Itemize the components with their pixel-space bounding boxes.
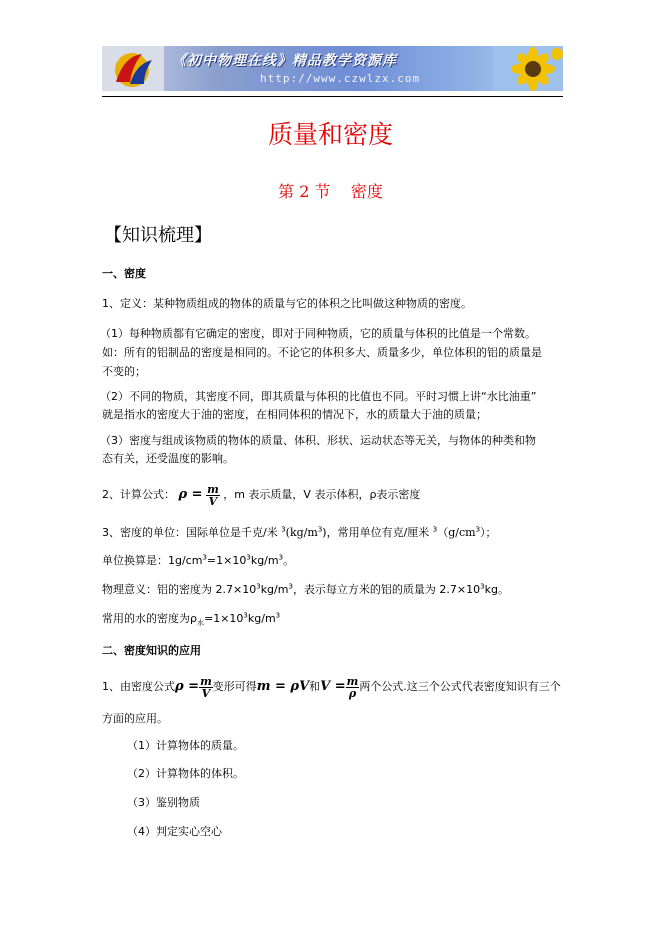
units-text: (kg/m xyxy=(285,526,318,539)
meaning-text: ，表示每立方米的铝的质量为 2.7×10 xyxy=(292,583,481,596)
units-sup: 3 xyxy=(317,525,323,534)
units-line xyxy=(102,523,497,542)
units-sup: 3 xyxy=(281,525,286,534)
meaning-sup: 3 xyxy=(256,582,261,591)
heading-density: 一、密度 xyxy=(102,267,146,280)
formula-mass: m = ρV xyxy=(256,679,310,694)
formula-explanation: ，m 表示质量，V 表示体积，ρ表示密度 xyxy=(223,488,421,501)
water-text: 常用的水的密度为ρ xyxy=(102,612,197,625)
conversion-text: 。 xyxy=(283,554,295,567)
units-sup: 3 xyxy=(475,525,481,534)
water-density-line xyxy=(102,609,280,628)
water-text: kg/m xyxy=(247,612,276,625)
application-line-2: 方面的应用。 xyxy=(102,712,168,725)
point-3-line-1: （3）密度与组成该物质的物体的质量、体积、形状、运动状态等无关，与物体的种类和物 xyxy=(100,434,536,447)
formula-fraction xyxy=(346,676,360,699)
conversion-sup: 3 xyxy=(278,553,284,562)
formula-rho: ρ = xyxy=(178,487,203,502)
water-text: =1×10 xyxy=(203,612,244,625)
application-text: 变形可得 xyxy=(212,680,257,693)
list-item: （1）计算物体的质量。 xyxy=(127,739,244,752)
banner-url: http://www.czwlzx.com xyxy=(260,72,421,85)
conversion-sup: 3 xyxy=(202,553,207,562)
units-text: ）； xyxy=(480,526,497,539)
sunflower-image xyxy=(493,46,563,91)
formula-denominator: V xyxy=(208,494,218,508)
conversion-sup: 3 xyxy=(246,553,251,562)
formula-numerator: m xyxy=(207,482,219,496)
application-text: 1、由密度公式 xyxy=(102,680,175,693)
formula-rho: ρ = xyxy=(175,679,200,694)
point-3-line-2: 态有关，还受温度的影响。 xyxy=(102,452,234,465)
meaning-sup: 3 xyxy=(288,582,293,591)
formula-fraction xyxy=(199,676,213,699)
formula-line xyxy=(102,480,420,510)
application-text: 和 xyxy=(309,680,321,693)
formula-denominator: ρ xyxy=(348,686,357,700)
list-item: （3）鉴别物质 xyxy=(127,796,200,809)
point-1-line-2: 如：所有的铝制品的密度是相同的。不论它的体积多大、质量多少，单位体积的铝的质量是 xyxy=(102,346,542,359)
banner-title: 《初中物理在线》精品教学资源库 xyxy=(172,53,397,69)
site-logo xyxy=(102,46,164,91)
application-line xyxy=(102,672,561,702)
definition-text: 1、定义：某种物质组成的物体的质量与它的体积之比叫做这种物质的密度。 xyxy=(102,297,472,310)
conversion-line xyxy=(102,551,294,570)
point-1-line-3: 不变的； xyxy=(102,365,146,378)
conversion-text: =1×10 xyxy=(206,554,247,567)
units-sup: 3 xyxy=(432,525,438,534)
page-subtitle: 第 2 节 密度 xyxy=(278,182,383,201)
water-sup: 3 xyxy=(275,611,281,620)
meaning-sup: 3 xyxy=(480,582,485,591)
list-item: （4）判定实心空心 xyxy=(127,825,222,838)
point-2-line-1: （2）不同的物质，其密度不同，即其质量与体积的比值也不同。平时习惯上讲“水比油重” xyxy=(100,390,537,403)
formula-label: 2、计算公式： xyxy=(102,488,175,501)
point-1-line-1: （1）每种物质都有它确定的密度，即对于同种物质，它的质量与体积的比值是一个常数。 xyxy=(100,327,536,340)
banner-divider xyxy=(102,96,563,97)
water-sup: 3 xyxy=(243,611,248,620)
meaning-text: kg。 xyxy=(484,583,509,596)
heading-applications: 二、密度知识的应用 xyxy=(102,644,201,657)
header-banner xyxy=(102,46,563,91)
conversion-text: 单位换算是：1g/cm xyxy=(102,554,203,567)
formula-numerator: m xyxy=(346,674,359,688)
application-text: 两个公式.这三个公式代表密度知识有三个 xyxy=(359,680,561,693)
formula-fraction xyxy=(206,484,220,507)
conversion-text: kg/m xyxy=(250,554,279,567)
formula-numerator: m xyxy=(200,674,212,688)
meaning-text: 物理意义：铝的密度为 2.7×10 xyxy=(102,583,257,596)
units-text: 3、密度的单位：国际单位是千克/米 xyxy=(102,526,282,539)
list-item: （2）计算物体的体积。 xyxy=(127,767,244,780)
water-sub: 水 xyxy=(196,619,204,628)
point-2-line-2: 就是指水的密度大于油的密度，在相同体积的情况下，水的质量大于油的质量； xyxy=(102,408,487,421)
meaning-line xyxy=(102,580,509,599)
page-title: 质量和密度 xyxy=(267,120,393,149)
units-text: （g/cm xyxy=(437,526,476,539)
meaning-text: kg/m xyxy=(260,583,289,596)
formula-volume: V = xyxy=(320,679,346,694)
formula-denominator: V xyxy=(201,686,211,700)
units-text: )，常用单位有克/厘米 xyxy=(322,526,433,539)
section-heading: 【知识梳理】 xyxy=(104,225,212,246)
